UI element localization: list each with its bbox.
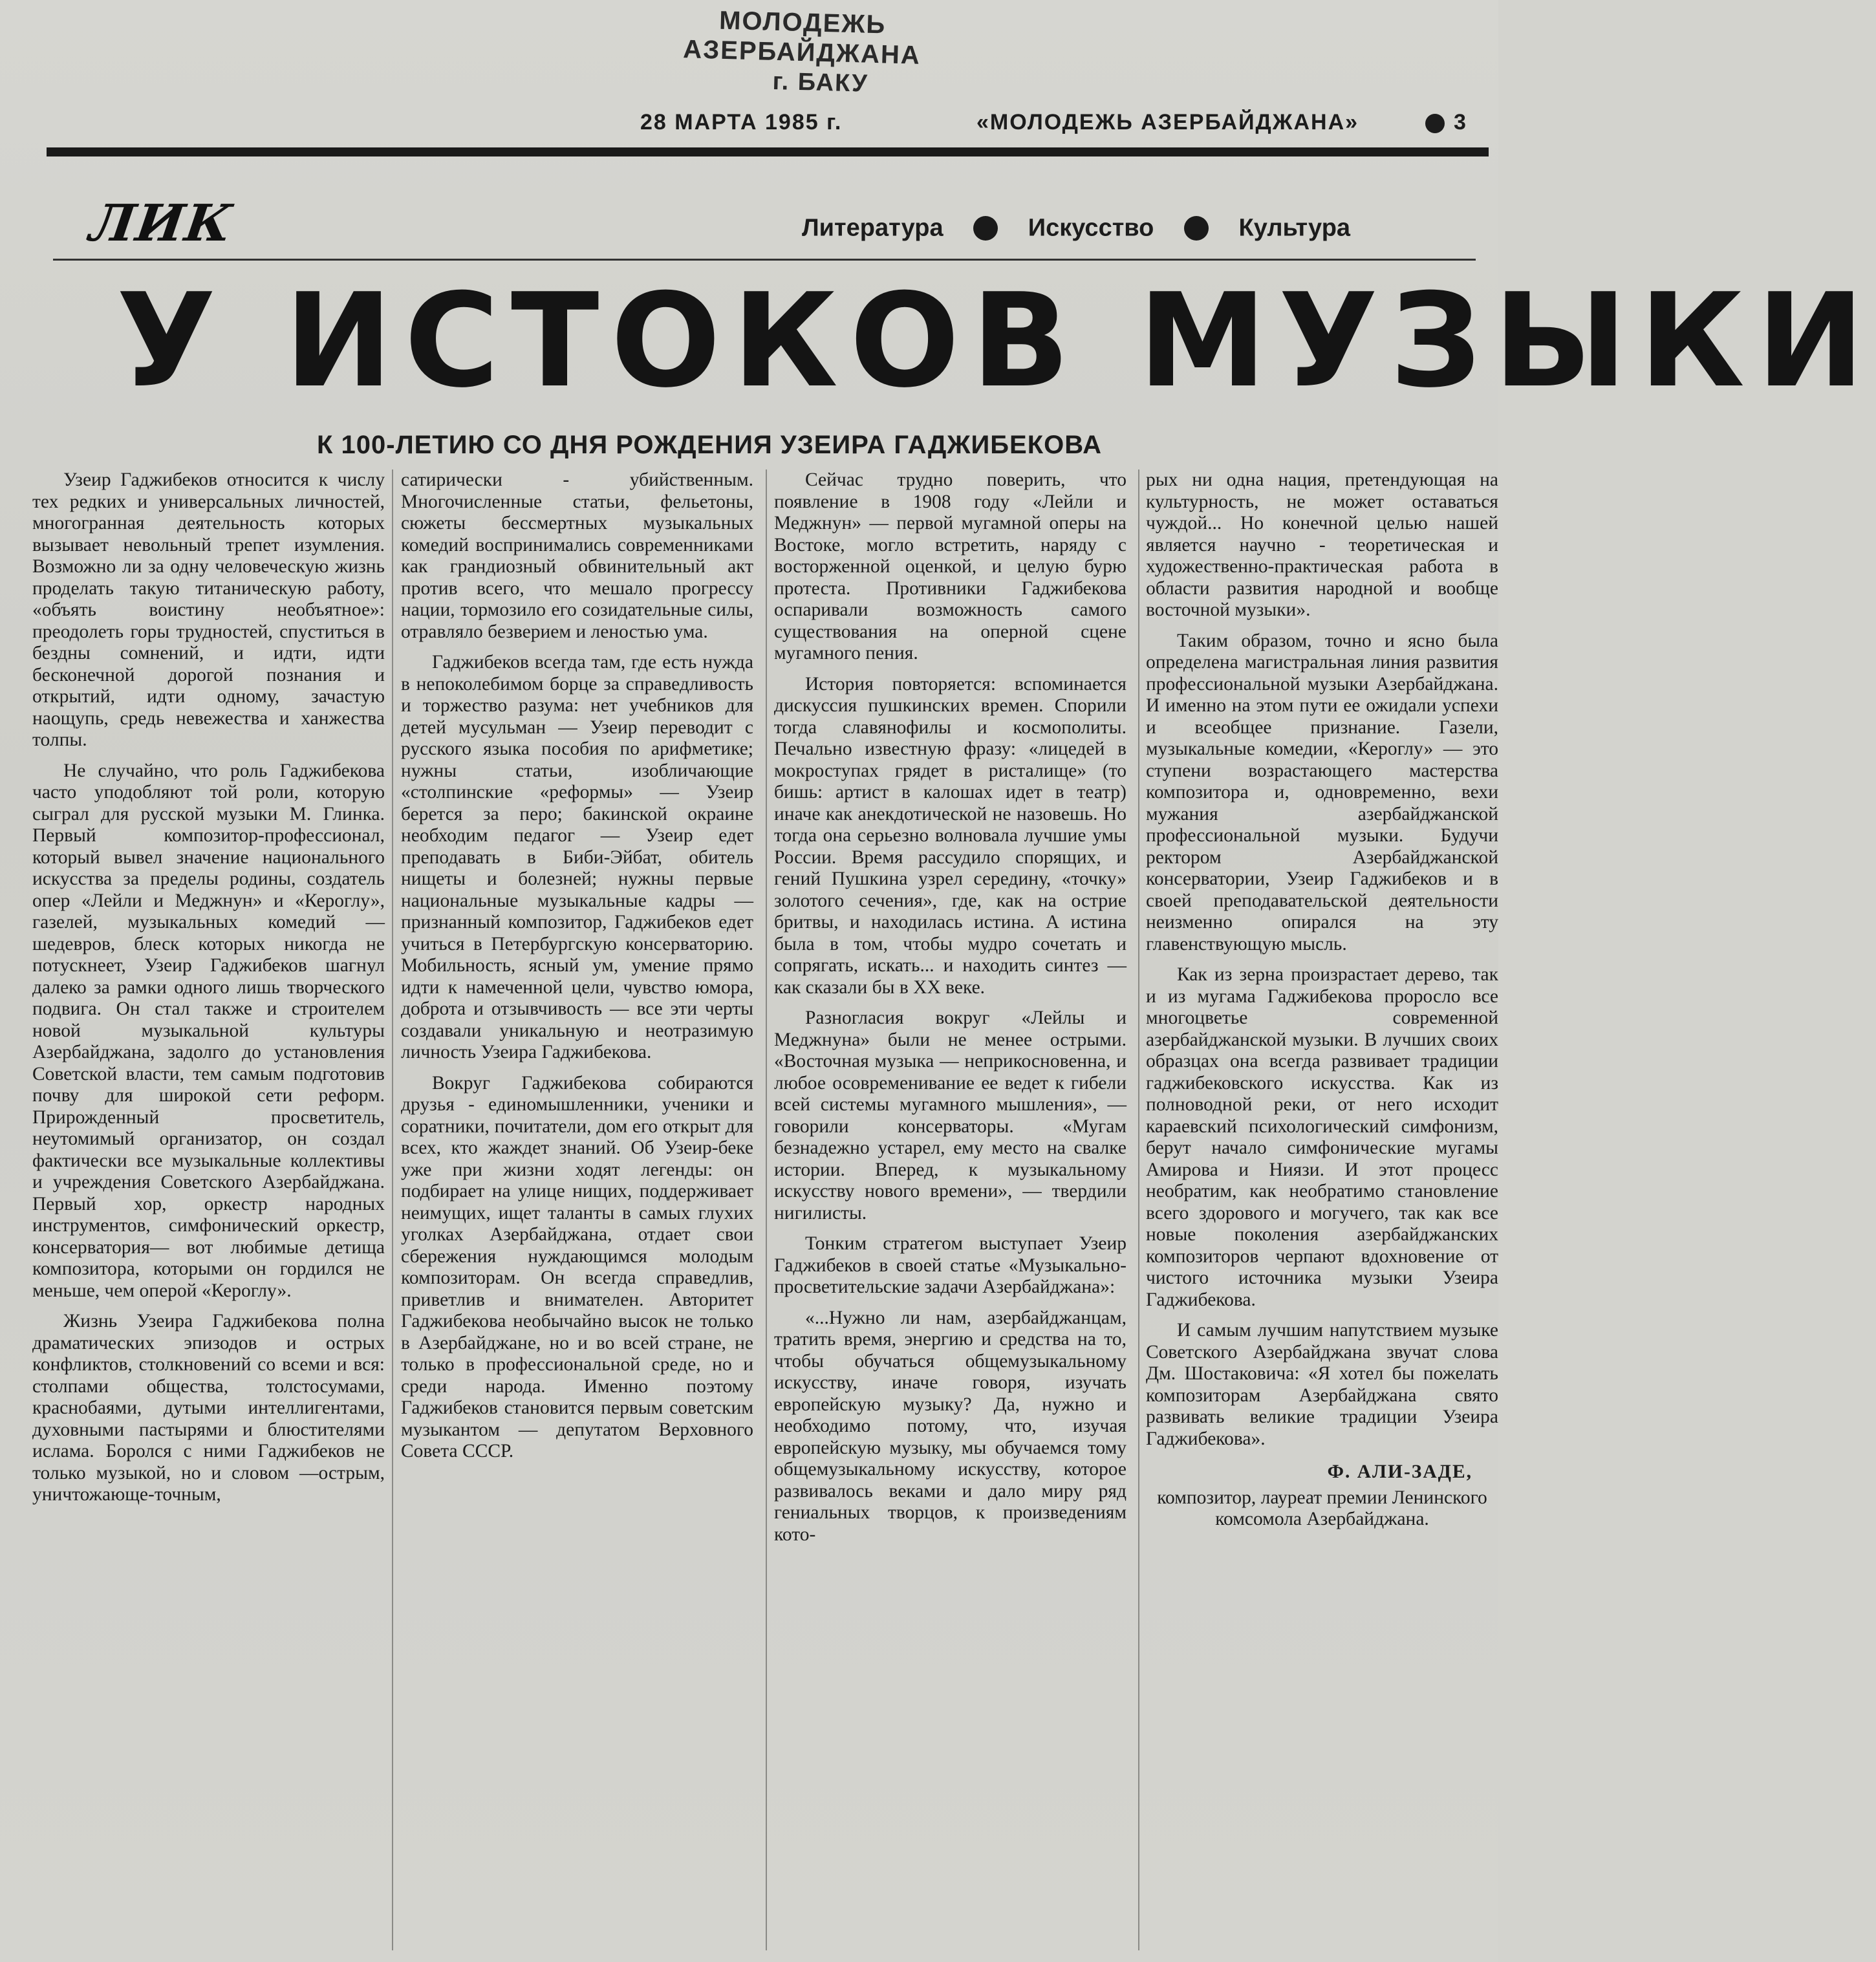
paragraph: Как из зерна произрастает дерево, так и из мугама Гаджибекова проросло все многоцветье современной азербайджанской музыки. В лучших своих образцах она всегда развивает традиции гаджибековского искусства. Как из полноводной реки, от него исходит караевский психологический симфонизм, берут начало симфонические мугамы Амирова и Ниязи. И этот процесс необратим, как необратимо становление всего здорового и могучего, так как все новые поколения азербайджанских композиторов черпают вдохновение от чистого источника музыки Узеира Гаджибекова. [1146,964,1498,1310]
article-body [27,469,1498,1957]
paragraph: рых ни одна нация, претендующая на культурность, не может оставаться чуждой... Но конечной целью нашей является научно - теоретическая и художественно-практическая работа в области развития народной и вообще восточной музыки». [1146,469,1498,620]
stamp-line-2: г. БАКУ [772,67,869,98]
paragraph: «...Нужно ли нам, азербайджанцам, тратить время, энергию и средства на то, чтобы обучаться общемузыкальному искусству, иначе говоря, изучать европейскую музыку? Да, нужно и необходимо потому, что, изучая европейскую музыку, мы обучаемся тому общемузыкальному искусству, которое развивалось веками и дало миру ряд гениальных творцов, к произведениям кото- [774,1307,1127,1545]
rubric-art: Искусство [1028,214,1154,242]
article-headline: У ИСТОКОВ МУЗЫКИ [116,266,1876,416]
text-column-2 [401,469,753,1472]
paragraph: Вокруг Гаджибекова собираются друзья - единомышленники, ученики и соратники, почитатели, дом его открыт для всех, кто жаждет знаний. Об Узеир-беке уже при жизни ходят легенды: он подбирает на улице нищих, поддерживает неимущих, ищет таланты в самых глухих уголках Азербайджана, отдает свои сбережения нуждающимся молодым композиторам. Он всегда справедлив, приветлив и внимателен. Авторитет Гаджибекова необычайно высок не только в Азербайджане, но и во всей стране, не только в профессиональной среде, но и среди народа. Именно поэтому Гаджибеков становится первым советским музыкантом — депутатом Верховного Совета СССР. [401,1072,753,1461]
stamp-line-1: МОЛОДЕЖЬ АЗЕРБАЙДЖАНА [682,6,922,70]
paragraph: Разногласия вокруг «Лейлы и Меджнуна» были не менее острыми. «Восточная музыка — неприкосновенна, и любое осовременивание ее ведет к гибели всей системы мугамного мышления», — говорили консерваторы. «Мугам безнадежно устарел, ему место на свалке истории. Вперед, к музыкальному искусству нового времени», — твердили нигилисты. [774,1008,1127,1224]
paragraph: Тонким стратегом выступает Узеир Гаджибеков в своей статье «Музыкально-просветительские задачи Азербайджана»: [774,1233,1127,1297]
newspaper-name: «МОЛОДЕЖЬ АЗЕРБАЙДЖАНА» [976,110,1359,135]
text-column-1 [32,469,385,1515]
paragraph: Сейчас трудно поверить, что появление в 1908 году «Лейли и Меджнун» — первой мугамной оперы на Востоке, могло встретить, наряду с восторженной оценкой, и целую бурю протеста. Противники Гаджибекова оспаривали возможность самого существования на оперной сцене мугамного пения. [774,469,1127,663]
text-column-4 [1146,469,1498,1540]
author-credit: композитор, лауреат премии Ленинского комсомола Азербайджана. [1157,1487,1487,1529]
paragraph: И самым лучшим напутствием музыке Советского Азербайджана звучат слова Дм. Шостаковича: «Я хотел бы пожелать композиторам Азербайджана свято развивать великие традиции Узеира Гаджибекова». [1146,1320,1498,1449]
article-subheadline: К 100-ЛЕТИЮ СО ДНЯ РОЖДЕНИЯ УЗЕИРА ГАДЖИБЕКОВА [317,431,1103,459]
issue-date: 28 МАРТА 1985 г. [640,110,843,135]
rubric-culture: Культура [1238,214,1351,242]
bullet-dot-icon [1184,216,1209,241]
paragraph: Гаджибеков всегда там, где есть нужда в непоколебимом борце за справедливость и торжество разума: нет учебников для детей мусульман — Узеир переводит с русского языка пособия по арифметике; нужны статьи, изобличающие «столпинские «реформы» — Узеир берется за перо; бакинской окраине необходим педагог — Узеир едет преподавать в Биби-Эйбат, обитель нищеты и болезней; нужны первые национальные музыкальные кадры — признанный композитор, Гаджибеков едет учиться в Петербургскую консерваторию. Мобильность, ясный ум, умение прямо идти к намеченной цели, чувство юмора, доброта и отзывчивость — все эти черты создавали уникальную и неотразимую личность Узеира Гаджибекова. [401,652,753,1062]
paragraph: сатирически - убийственным. Многочисленные статьи, фельетоны, сюжеты бессмертных музыкальных комедий воспринимались современниками как грандиозный обвинительный акт против всего, что мешало прогрессу нации, тормозило его созидательные силы, отравляло безверием и леностью ума. [401,469,753,642]
section-rubrics [802,213,1350,242]
section-logo: ЛИК [86,194,237,253]
text-column-3 [774,469,1127,1555]
paragraph: Таким образом, точно и ясно была определена магистральная линия развития профессиональной музыки Азербайджана. И именно на этом пути ее ожидали успехи и всеобщее признание. Газели, музыкальные комедии, «Кероглу» — это ступени возрастающего мастерства композитора и, одновременно, вехи мужания азербайджанской профессиональной музыки. Будучи ректором Азербайджанской консерватории, Узеир Гаджибеков и в своей преподавательской деятельности неизменно опирался на эту главенствующую мысль. [1146,630,1498,954]
section-rule [53,259,1476,261]
header-rule [47,147,1489,156]
bullet-dot-icon [973,216,998,241]
author-name: Ф. АЛИ-ЗАДЕ, [1327,1461,1472,1482]
paragraph: Узеир Гаджибеков относится к числу тех редких и универсальных личностей, многогранная деятельность которых вызывает невольный трепет изумления. Возможно ли за одну человеческую жизнь проделать такую титаническую работу, «объять воистину необъятное»: преодолеть горы трудностей, спуститься в бездны сомнений, и идти, идти бесконечной дорогой познания и открытий, идти одному, зачастую наощупь, средь невежества и ханжества толпы. [32,469,385,750]
paragraph: Жизнь Узеира Гаджибекова полна драматических эпизодов и острых конфликтов, столкновений со всеми и вся: столпами общества, толстосумами, краснобаями, дутыми интеллигентами, духовными пастырями и блюстителями ислама. Боролся с ними Гаджибеков не только музыкой, но и словом —острым, уничтожающе-точным, [32,1311,385,1505]
paragraph: История повторяется: вспоминается дискуссия пушкинских времен. Спорили тогда славянофилы и космополиты. Печально известную фразу: «лицедей в мокроступах грядет в ристалище» (то бишь: артист в калошах идет в театр) иначе как анекдотической не назовешь. Но тогда она серьезно волновала лучшие умы России. Время рассудило спорящих, и гений Пушкина узрел середину, «точку» золотого сечения», где, как на острие бритвы, и находилась истина. А истина была в том, чтобы мудро сочетать и сопрягать, искать... и находить синтез — как сказали бы в XX веке. [774,673,1127,998]
bullet-dot-icon [1425,114,1445,133]
rubric-literature: Литература [802,214,943,242]
library-stamp [600,3,1003,102]
paragraph: Не случайно, что роль Гаджибекова часто уподобляют той роли, которую сыграл для русской музыки М. Глинка. Первый композитор-профессионал, который вывел значение национального искусства за пределы родины, создатель опер «Лейли и Меджнун» и «Кероглу», газелей, музыкальных комедий — шедевров, блеск которых никогда не потускнеет, Узеир Гаджибеков шагнул далеко за рамки одного лишь творческого подвига. Он стал также и строителем новой музыкальной культуры Азербайджана, задолго до установления Советской власти, тем самым подготовив почву для широкой сети реформ. Прирожденный просветитель, неутомимый организатор, он создал фактически все музыкальные коллективы и учреждения Советского Азербайджана. Первый хор, оркестр народных инструментов, симфонический оркестр, консерватория— вот любимые детища композитора, которыми он гордился не меньше, чем оперой «Кероглу». [32,760,385,1301]
page-number: 3 [1454,110,1467,135]
